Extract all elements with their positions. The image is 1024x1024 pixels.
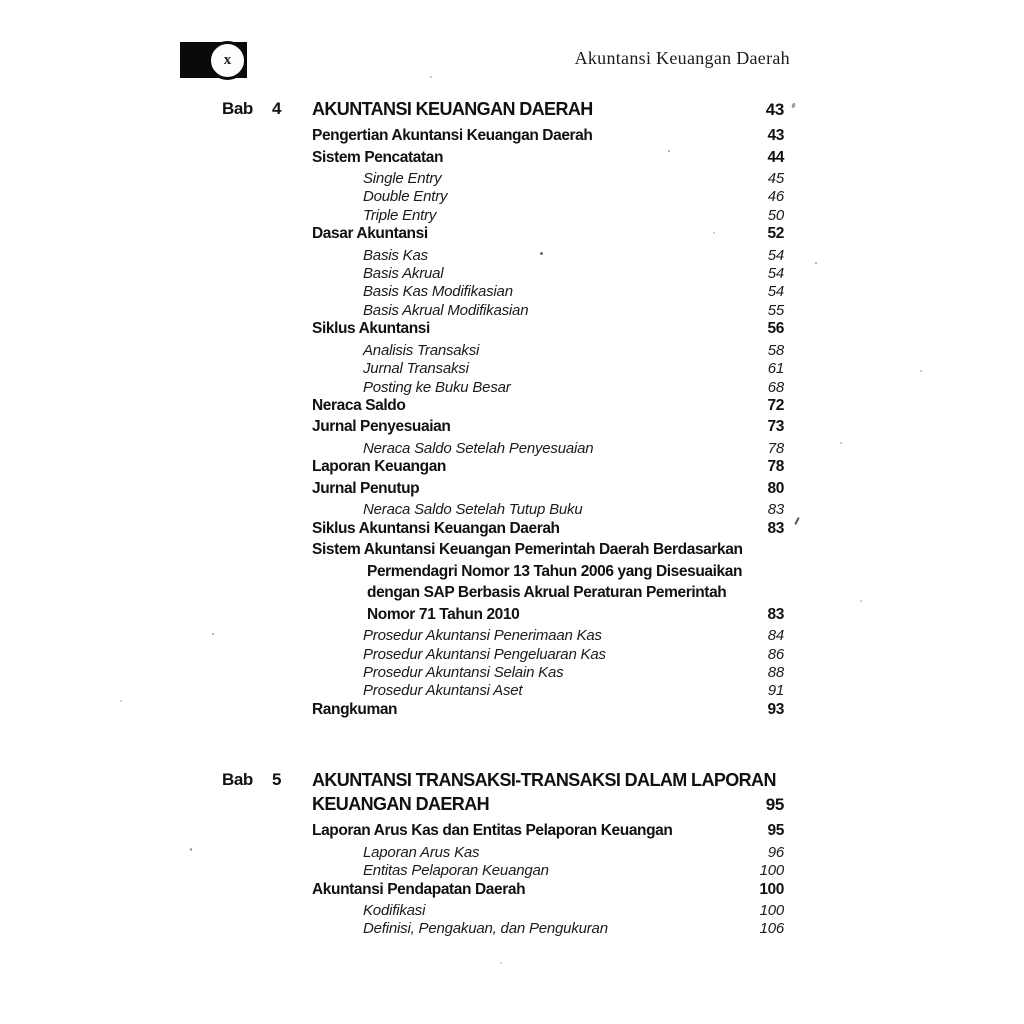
toc-entry [222,881,784,903]
toc-entry-text: Prosedur Akuntansi Aset [363,682,523,700]
chapter-number: 5 [272,770,282,790]
scan-speck [430,76,432,78]
toc-entry [222,225,784,247]
toc-entry-page: 54 [767,283,784,301]
chapter-number: 4 [272,99,282,118]
toc-entry-page: 52 [767,225,784,243]
toc-entry-page: 73 [767,418,784,436]
toc-entry-page: 83 [767,519,784,537]
toc-entry-text: Jurnal Penyesuaian [312,418,451,436]
toc-entry-page: 44 [767,148,784,166]
toc-entry [222,606,784,628]
toc-entry-page: 84 [767,627,784,645]
toc-entry-text: Sistem Akuntansi Keuangan Pemerintah Daerah Berdasarkan [312,541,743,559]
toc-entry-text: Jurnal Penutup [312,479,420,497]
toc-chapter [222,97,784,722]
toc-entry [222,627,784,645]
toc-entry-page: 91 [767,682,784,700]
toc-entry-page: 95 [767,822,784,840]
toc-entry-text: Sistem Pencatatan [312,148,444,166]
page-number-marker [180,41,252,79]
chapter-title-line [312,768,784,792]
toc-chapter [222,768,784,939]
chapter-title-line [312,792,784,817]
toc-entry-text: Laporan Arus Kas [363,843,480,861]
toc-entry-text: Prosedur Akuntansi Selain Kas [363,663,564,681]
chapter-heading [222,768,784,817]
toc-entry-page: 56 [767,320,784,338]
toc-entry-page: 106 [759,920,784,938]
toc-entry-text: Definisi, Pengakuan, dan Pengukuran [363,920,608,938]
scan-speck [791,103,796,109]
toc-entry [222,822,784,844]
toc-entry-text: Prosedur Akuntansi Pengeluaran Kas [363,645,606,663]
toc-entry [222,379,784,397]
toc-entry [222,440,784,458]
toc-entry [222,584,784,606]
toc-entry-text: Akuntansi Pendapatan Daerah [312,880,526,898]
chapter-title-text: KEUANGAN DAERAH [312,794,490,815]
scan-speck [668,150,670,152]
chapter-title [312,97,784,122]
scan-speck [860,600,862,602]
toc-entry-text: Analisis Transaksi [363,341,480,359]
scan-speck [212,633,214,635]
page-number-roman: x [223,52,232,68]
toc-entry-text: Pengertian Akuntansi Keuangan Daerah [312,127,593,144]
toc-entry-page: 80 [767,479,784,497]
toc-entry-text: Posting ke Buku Besar [363,378,511,396]
toc-entry-page: 100 [759,880,784,898]
toc-entry-text: Double Entry [363,188,448,206]
toc-entry [222,480,784,502]
chapter-page-number: 43 [765,100,784,119]
toc-entry [222,188,784,206]
toc-entry-text: Single Entry [363,170,442,187]
scan-speck [120,700,122,702]
toc-entry-text: Basis Kas [363,246,428,264]
toc-entry-page: 54 [767,246,784,264]
chapter-label: Bab [222,99,253,118]
toc-entry-page: 50 [767,206,784,224]
toc-entry [222,646,784,664]
toc-entry-text: Neraca Saldo [312,396,406,414]
toc-entry [222,265,784,283]
chapter-title-text: AKUNTANSI KEUANGAN DAERAH [312,99,593,119]
toc-entry [222,283,784,301]
toc-entry-page: 72 [767,396,784,414]
toc-entry-text: Jurnal Transaksi [363,360,469,378]
toc-entry [222,664,784,682]
toc-entry [222,902,784,920]
scan-speck [920,370,922,372]
toc-entry [222,360,784,378]
toc-entry-text: Permendagri Nomor 13 Tahun 2006 yang Disesuaikan [367,562,743,580]
toc-entry [222,501,784,519]
toc-entry [222,520,784,542]
toc-entry-text: Basis Akrual Modifikasian [363,301,529,319]
scan-speck [840,442,842,444]
toc-entry [222,862,784,880]
chapter-entries [222,822,784,939]
toc-entry [222,458,784,480]
toc-entry [222,418,784,440]
scan-speck [815,262,817,264]
toc-entry-page: 78 [767,458,784,476]
toc-entry [222,302,784,320]
table-of-contents [222,97,784,939]
toc-entry [222,149,784,171]
toc-entry-text: Siklus Akuntansi [312,320,430,338]
chapter-entries [222,127,784,722]
toc-entry-page: 88 [767,663,784,681]
scan-speck [794,517,800,525]
chapter-label: Bab [222,770,253,790]
toc-entry-page: 46 [767,188,784,206]
toc-entry [222,397,784,419]
toc-entry-page: 58 [767,341,784,359]
toc-entry-page: 100 [759,862,784,880]
toc-entry [222,247,784,265]
toc-entry-text: Laporan Keuangan [312,458,446,476]
toc-entry-text: Entitas Pelaporan Keuangan [363,862,549,880]
toc-entry-page: 83 [767,501,784,519]
toc-entry [222,541,784,563]
toc-entry [222,170,784,188]
toc-entry-page: 78 [767,439,784,457]
toc-entry [222,563,784,585]
toc-entry [222,342,784,360]
running-header-title: Akuntansi Keuangan Daerah [574,48,790,68]
scan-speck [713,232,715,234]
toc-entry-text: Kodifikasi [363,902,426,920]
toc-entry [222,701,784,723]
chapter-title-text: AKUNTANSI TRANSAKSI-TRANSAKSI DALAM LAPORAN [312,770,776,791]
toc-entry-text: Neraca Saldo Setelah Tutup Buku [363,501,583,519]
chapter-page-number: 95 [765,795,784,815]
chapter-title [312,768,784,817]
scan-speck [540,252,543,255]
chapter-title-line [312,97,784,122]
toc-entry-page: 100 [759,902,784,920]
toc-entry-page: 61 [767,360,784,378]
toc-entry-text: Dasar Akuntansi [312,225,428,243]
toc-entry-page: 45 [767,170,784,187]
toc-entry-page: 55 [767,301,784,319]
toc-entry-page: 93 [767,700,784,718]
toc-entry-text: Nomor 71 Tahun 2010 [367,605,520,623]
toc-entry-text: Laporan Arus Kas dan Entitas Pelaporan Keuangan [312,822,673,840]
toc-entry-page: 43 [767,127,784,144]
scan-speck [190,848,192,851]
toc-entry [222,207,784,225]
toc-entry-text: Triple Entry [363,206,437,224]
toc-entry-page: 96 [767,843,784,861]
toc-entry-text: Neraca Saldo Setelah Penyesuaian [363,439,594,457]
scan-speck [500,962,502,964]
toc-entry [222,844,784,862]
toc-entry [222,920,784,938]
toc-entry-text: Siklus Akuntansi Keuangan Daerah [312,519,560,537]
page-number-circle [208,41,247,80]
toc-entry-page: 54 [767,265,784,283]
toc-entry [222,127,784,149]
toc-entry-text: Rangkuman [312,700,398,718]
toc-entry-text: Basis Kas Modifikasian [363,283,513,301]
toc-entry-page: 68 [767,378,784,396]
toc-entry [222,320,784,342]
toc-entry-page: 86 [767,645,784,663]
toc-entry [222,682,784,700]
toc-entry-text: dengan SAP Berbasis Akrual Peraturan Pemerintah [367,584,727,602]
toc-entry-text: Basis Akrual [363,265,444,283]
toc-entry-page: 83 [767,605,784,623]
chapter-heading [222,97,784,122]
toc-entry-text: Prosedur Akuntansi Penerimaan Kas [363,627,602,645]
